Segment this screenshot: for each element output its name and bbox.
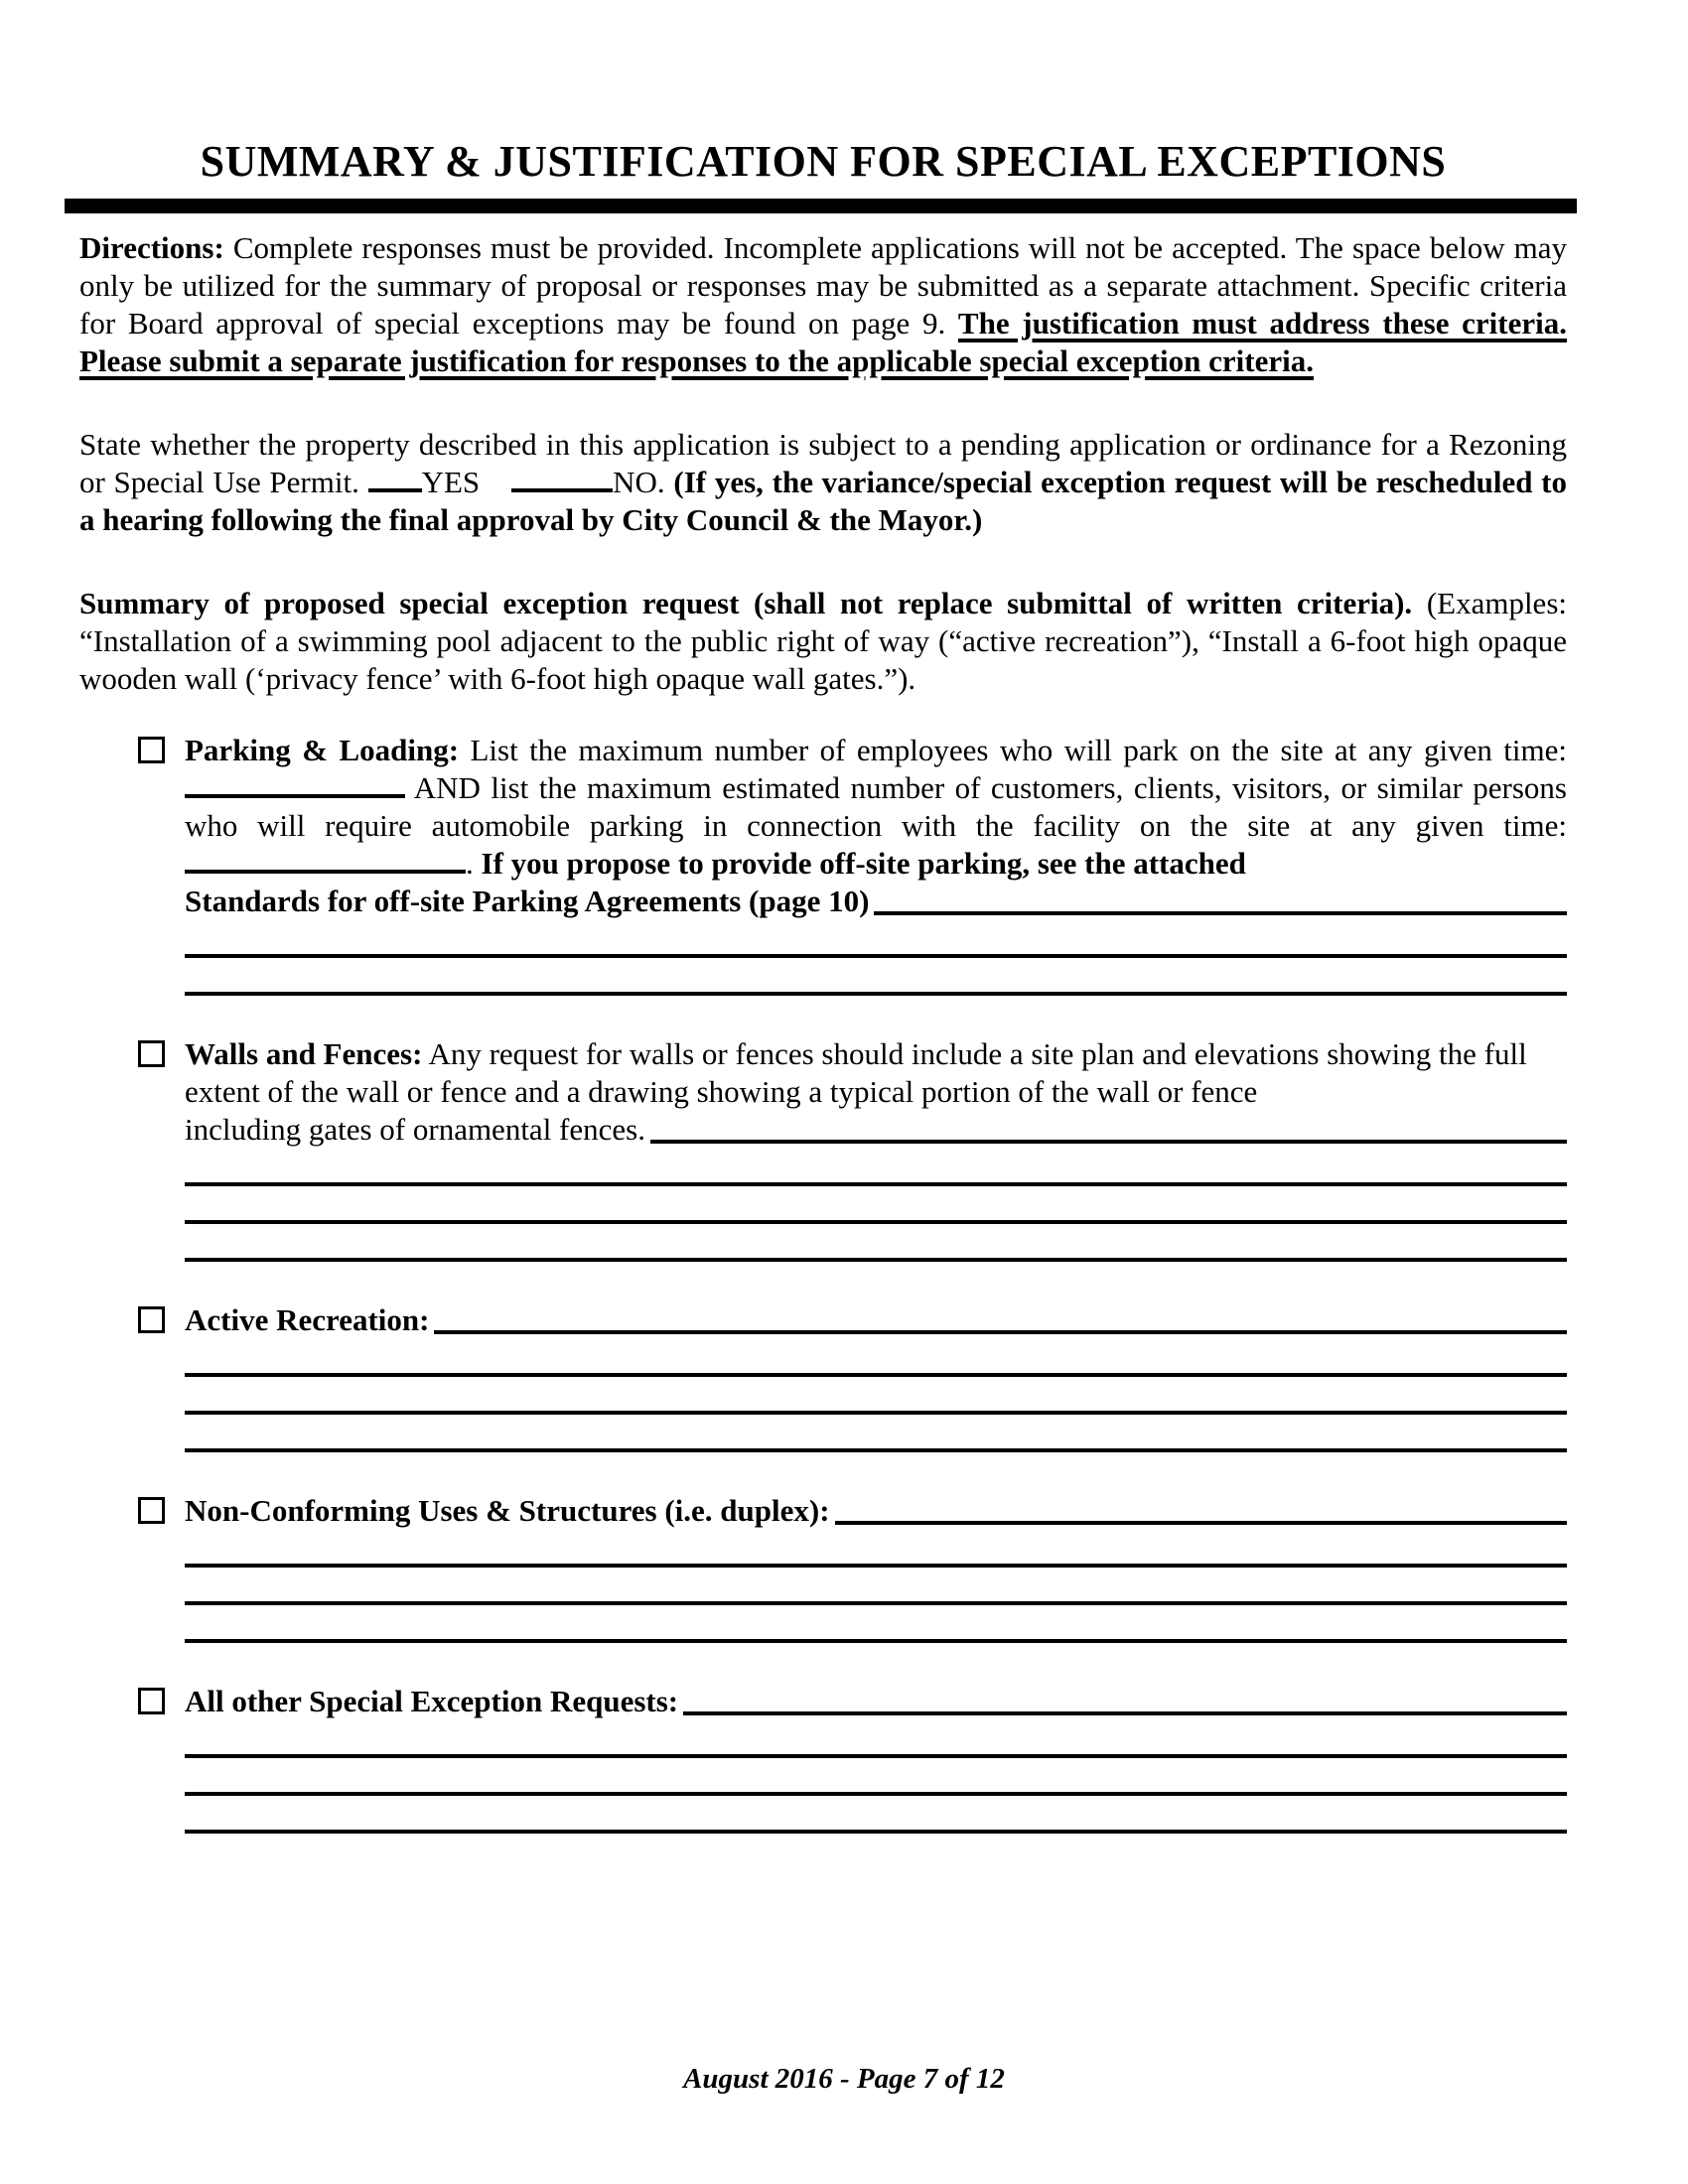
customers-count-field[interactable] [185, 864, 466, 874]
write-line[interactable] [185, 1796, 1567, 1834]
walls-inline-write-line[interactable] [650, 1111, 1567, 1144]
item-nonconforming [79, 1492, 1567, 1643]
item-active-recreation [79, 1301, 1567, 1452]
parking-loading-checkbox[interactable] [138, 737, 165, 763]
walls-last-line: including gates of ornamental fences. [185, 1112, 645, 1147]
parking-loading-text [185, 732, 1567, 883]
write-line[interactable] [185, 1605, 1567, 1643]
write-line[interactable] [185, 958, 1567, 996]
no-label: NO. [613, 465, 674, 499]
pending-question-text: State whether the property described in this application is subject to a pending application or ordinance for a Rezoning or Special Use Permit. [79, 427, 1567, 499]
other-requests-checkbox[interactable] [138, 1688, 165, 1714]
write-line[interactable] [185, 1149, 1567, 1186]
active-recreation-inline-write-line[interactable] [434, 1301, 1567, 1334]
summary-examples: (Examples: “Installation of a swimming pool adjacent to the public right of way (“active recreation”), “Install a 6-foot high opaque wooden wall (‘privacy fence’ with 6-foot high opaque wall gates.”). [79, 586, 1567, 696]
write-line[interactable] [185, 1339, 1567, 1377]
nonconforming-inline-write-line[interactable] [835, 1492, 1567, 1525]
active-recreation-label: Active Recreation: [185, 1302, 430, 1337]
other-requests-inline-write-line[interactable] [683, 1683, 1567, 1715]
write-line[interactable] [185, 1720, 1567, 1758]
write-line[interactable] [185, 920, 1567, 958]
parking-text-2: AND list the maximum estimated number of customers, clients, visitors, or similar persons who will require automobile parking in connection with the facility on the site at any given time: [185, 770, 1567, 843]
title-divider-bar [65, 199, 1577, 213]
item-other-requests [79, 1683, 1567, 1834]
parking-agreements-label: Standards for off-site Parking Agreements (page 10) [185, 884, 870, 918]
page-footer: August 2016 - Page 7 of 12 [683, 2063, 1005, 2095]
parking-loading-label: Parking & Loading: [185, 733, 460, 767]
page-title: SUMMARY & JUSTIFICATION FOR SPECIAL EXCEPTIONS [200, 137, 1447, 186]
directions-paragraph [79, 229, 1567, 380]
pending-note: (If yes, the variance/special exception request will be rescheduled to a hearing following the final approval by City Council & the Mayor.) [79, 465, 1567, 537]
special-exception-items [79, 732, 1567, 1834]
nonconforming-write-lines [185, 1530, 1567, 1643]
other-requests-label: All other Special Exception Requests: [185, 1684, 679, 1718]
summary-lead: Summary of proposed special exception request (shall not replace submittal of written criteria). [79, 586, 1413, 620]
yes-blank-field[interactable] [368, 482, 422, 492]
write-line[interactable] [185, 1530, 1567, 1568]
write-line[interactable] [185, 1758, 1567, 1796]
item-walls-fences [79, 1035, 1567, 1262]
walls-fences-label: Walls and Fences: [185, 1036, 423, 1071]
directions-label: Directions: [79, 230, 224, 265]
walls-fences-checkbox[interactable] [138, 1040, 165, 1067]
pending-question-paragraph [79, 426, 1567, 539]
directions-emphasis: The justification must address these criteria. Please submit a separate justification for responses to the applicable special exception criteria. [79, 306, 1567, 378]
write-line[interactable] [185, 1415, 1567, 1452]
write-line[interactable] [185, 1186, 1567, 1224]
summary-paragraph [79, 585, 1567, 698]
write-line[interactable] [185, 1377, 1567, 1415]
parking-bold-note: If you propose to provide off-site parking, see the attached [481, 846, 1246, 881]
walls-write-lines [185, 1149, 1567, 1262]
walls-text: Any request for walls or fences should include a site plan and elevations showing the full extent of the wall or fence and a drawing showing a typical portion of the wall or fence [185, 1036, 1527, 1109]
parking-text-3: . [466, 846, 482, 881]
parking-text-1: List the maximum number of employees who will park on the site at any given time: [459, 733, 1567, 767]
nonconforming-label: Non-Conforming Uses & Structures (i.e. duplex): [185, 1493, 830, 1528]
parking-inline-write-line[interactable] [874, 883, 1567, 915]
directions-body: Complete responses must be provided. Incomplete applications will not be accepted. The space below may only be utilized for the summary of proposal or responses may be submitted as a separate attachment. Specific criteria for Board approval of special exceptions may be found on page 9. [79, 230, 1567, 341]
item-parking-loading [79, 732, 1567, 996]
employees-count-field[interactable] [185, 788, 405, 798]
yes-label: YES [421, 465, 481, 499]
parking-write-lines [185, 920, 1567, 996]
walls-fences-text [185, 1035, 1567, 1111]
no-blank-field[interactable] [511, 482, 613, 492]
write-line[interactable] [185, 1568, 1567, 1605]
active-recreation-checkbox[interactable] [138, 1306, 165, 1333]
write-line[interactable] [185, 1224, 1567, 1262]
other-requests-write-lines [185, 1720, 1567, 1834]
nonconforming-checkbox[interactable] [138, 1497, 165, 1524]
active-recreation-write-lines [185, 1339, 1567, 1452]
